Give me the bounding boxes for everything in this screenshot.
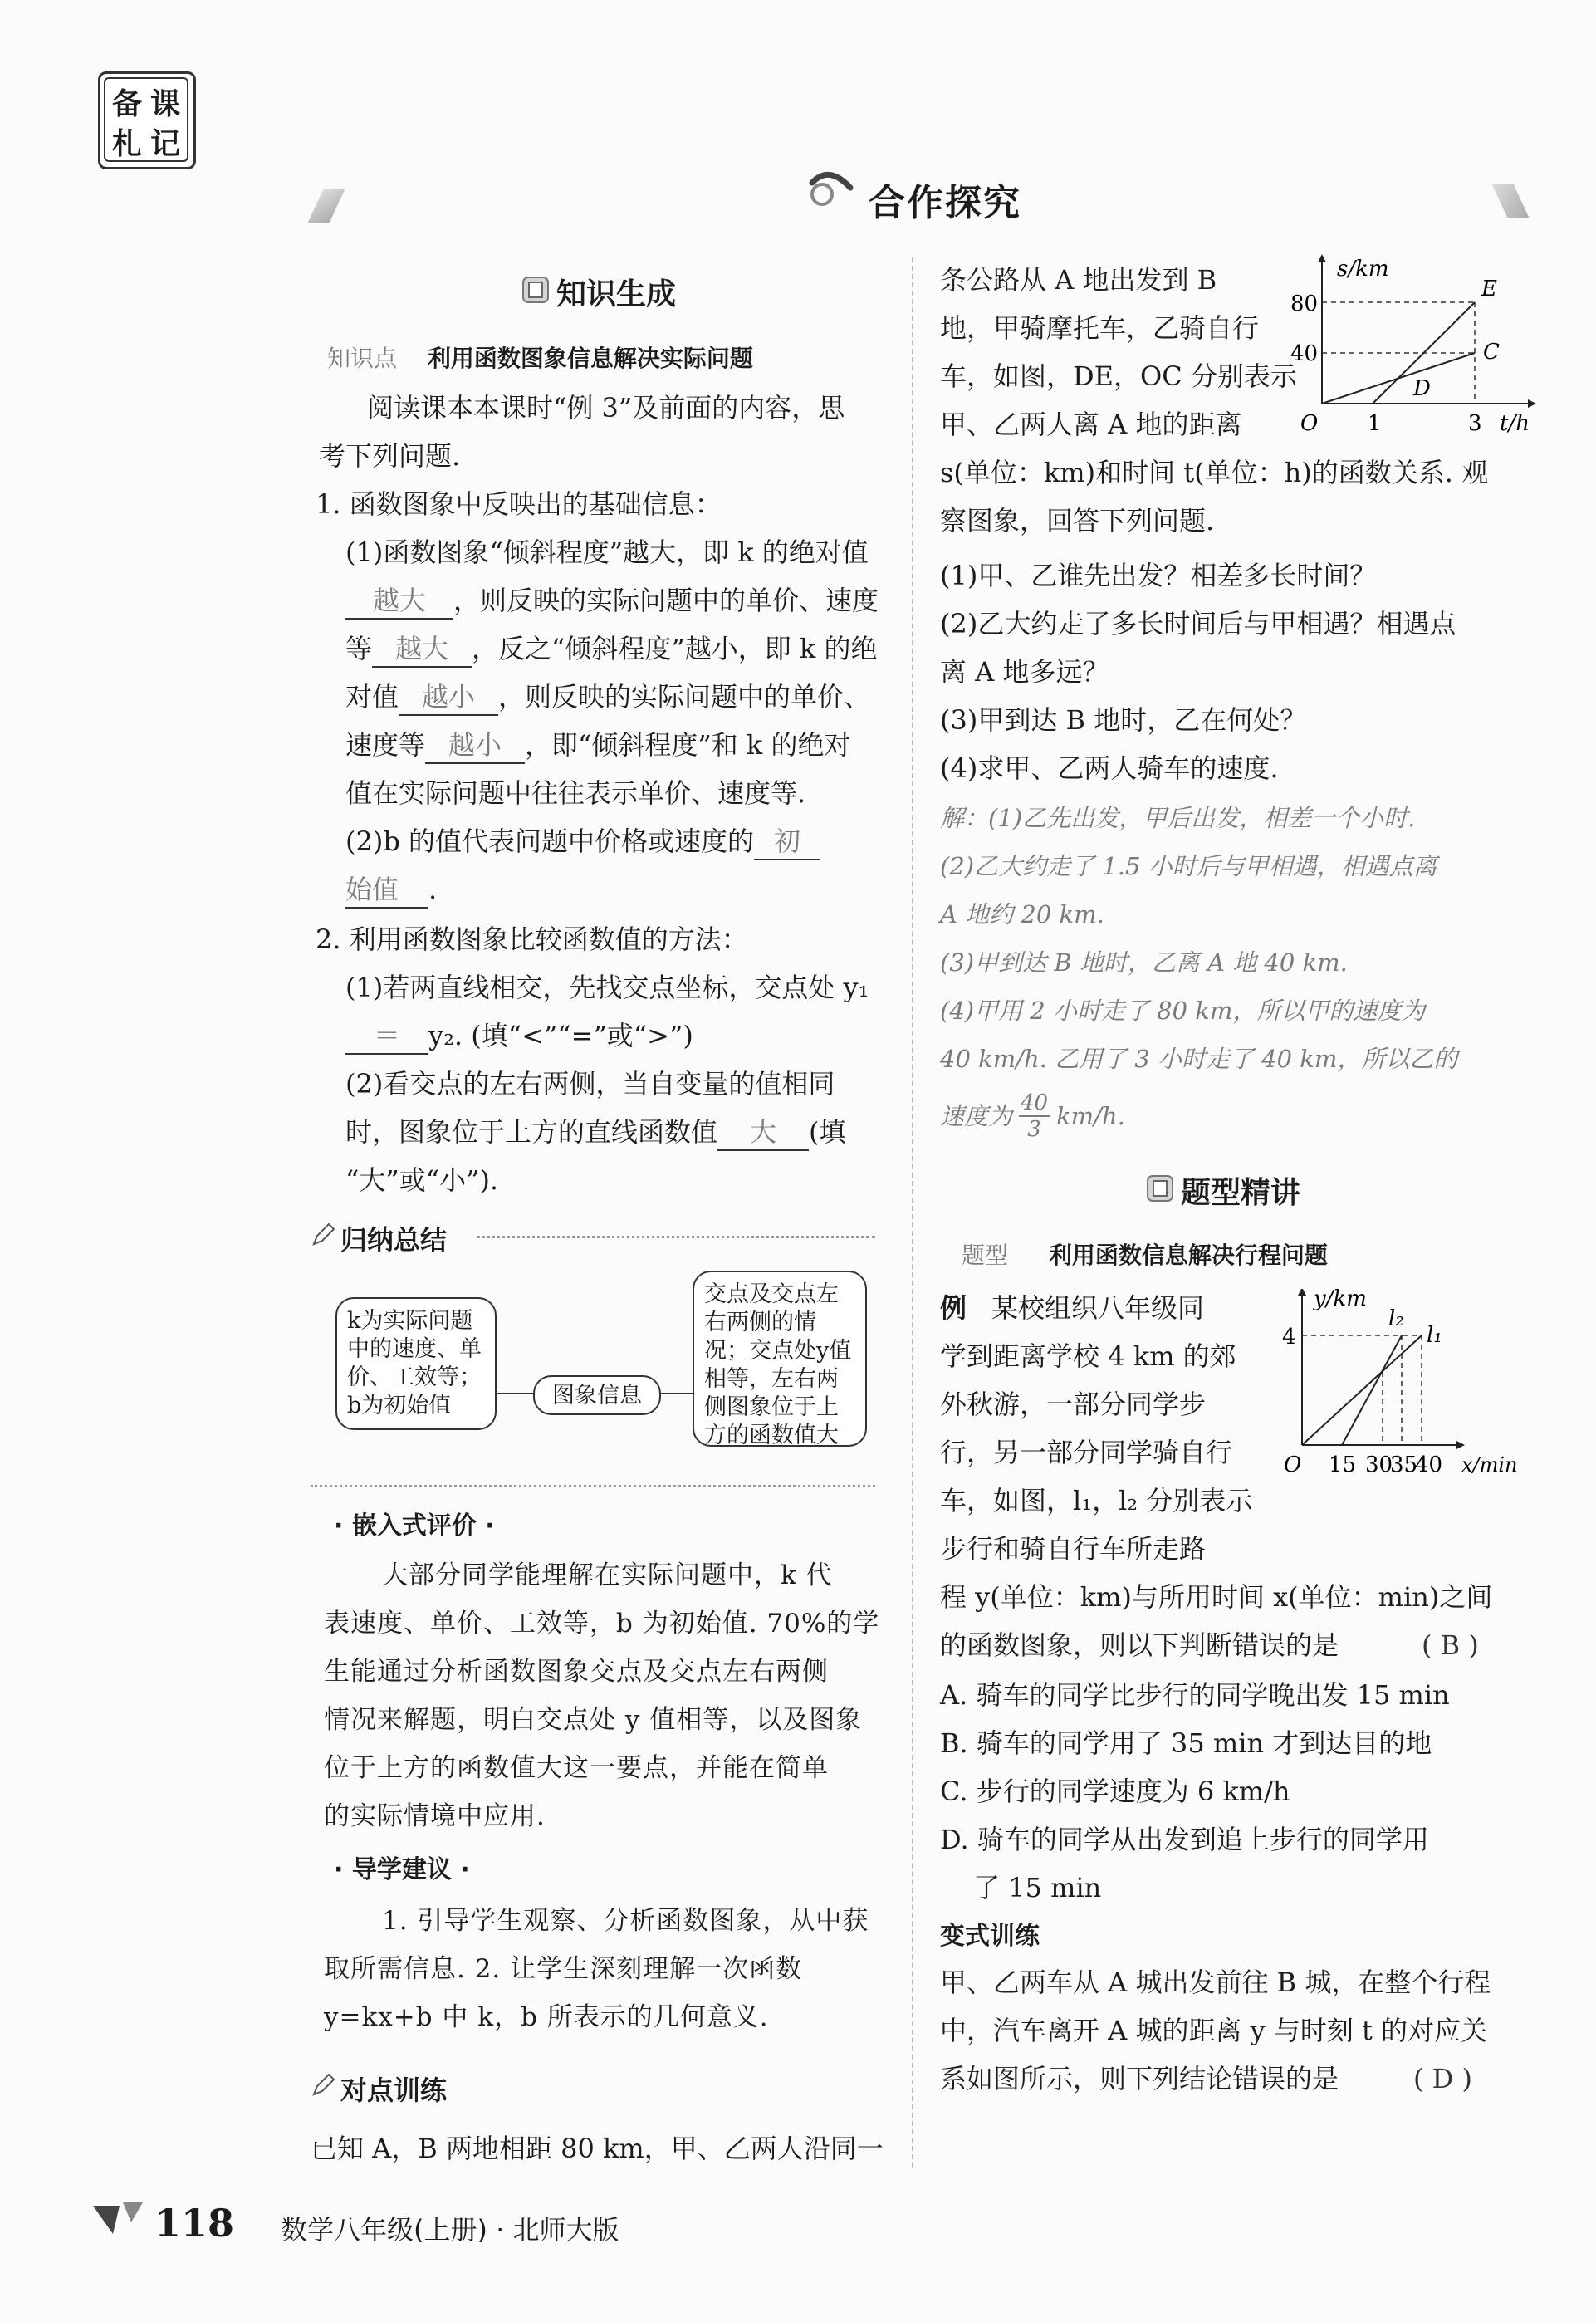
chart-distance-time — [1289, 254, 1538, 445]
text-line: 时，图象位于上方的直线函数值 — [345, 1116, 718, 1148]
text-line: 条公路从 A 地出发到 B — [940, 264, 1217, 296]
eval-line: 表速度、单价、工效等，b 为初始值. 70%的学 — [324, 1609, 880, 1639]
text-line: (2)b 的值代表问题中价格或速度的 — [345, 825, 754, 857]
question-line: (3)甲到达 B 地时，乙在何处？ — [940, 704, 1307, 736]
practice-header — [311, 2070, 892, 2106]
text-line: y₂. (填“<”“=”或“>”) — [428, 1020, 693, 1051]
pencil-icon — [311, 1222, 335, 1247]
chart1-tick-40: 40 — [1290, 341, 1319, 366]
answer-blank: 越大 — [345, 580, 453, 620]
question-2: 2. 利用函数图象比较函数值的方法： — [316, 923, 748, 955]
chart1-xlabel: t/h — [1500, 411, 1530, 436]
eval-line: 大部分同学能理解在实际问题中，k 代 — [382, 1560, 833, 1590]
text-line: 甲、乙两车从 A 城出发前往 B 城，在整个行程 — [940, 1967, 1491, 1998]
example-label: 例 — [940, 1292, 967, 1324]
solution-line: (3)甲到达 B 地时，乙离 A 地 40 km. — [940, 948, 1348, 977]
solution-line: (4)甲用 2 小时走了 80 km，所以甲的速度为 — [940, 997, 1426, 1025]
text-line: 行，另一部分同学骑自行 — [940, 1437, 1233, 1468]
guide-line: y=kx+b 中 k，b 所表示的几何意义. — [324, 2002, 769, 2032]
chart2-tick-30: 30 — [1365, 1452, 1393, 1477]
section-icon — [1146, 1174, 1174, 1203]
text-line: 对值 — [345, 681, 399, 713]
right-column — [940, 249, 1530, 2184]
answer-blank: 初 — [754, 821, 820, 860]
text-line: . — [428, 874, 438, 905]
text-line: 等 — [345, 633, 373, 664]
guide-title: · 导学建议 · — [334, 1855, 470, 1884]
summary-header — [311, 1219, 892, 1256]
intro-line: 考下列问题. — [319, 440, 461, 472]
footer-arrow-icon — [90, 2197, 148, 2239]
text-line: 学到距离学校 4 km 的郊 — [940, 1340, 1236, 1372]
text-line: 系如图所示，则下列结论错误的是 — [940, 2063, 1339, 2094]
eval-line: 位于上方的函数值大这一要点，并能在简单 — [324, 1753, 829, 1783]
chart-walk-bike — [1272, 1289, 1538, 1488]
question-line: (4)求甲、乙两人骑车的速度. — [940, 752, 1279, 784]
eval-line: 的实际情境中应用. — [324, 1801, 546, 1831]
guide-text — [324, 1897, 880, 2041]
left-column — [311, 249, 892, 2184]
chart1-tick-3: 3 — [1468, 411, 1482, 436]
solution-line: (2)乙大约走了 1.5 小时后与甲相遇，相遇点离 — [940, 852, 1437, 880]
answer-blank: ＝ — [345, 1015, 428, 1055]
guide-line: 1. 引导学生观察、分析函数图象，从中获 — [382, 1906, 869, 1936]
answer-blank: 越大 — [372, 628, 472, 668]
chart1-tick-80: 80 — [1290, 291, 1319, 316]
question-line: (2)乙大约走了多长时间后与甲相遇？相遇点 — [940, 608, 1456, 639]
variant-title: 变式训练 — [940, 1922, 1040, 1951]
text-line: (1)函数图象“倾斜程度”越大，即 k 的绝对值 — [345, 536, 869, 568]
eval-title: · 嵌入式评价 · — [334, 1511, 495, 1541]
chart2-tick-40: 40 — [1415, 1452, 1443, 1477]
text-line: “大”或“小”). — [345, 1164, 499, 1196]
text-line: s(单位：km)和时间 t(单位：h)的函数关系. 观 — [940, 457, 1489, 488]
chart2-xlabel: x/min — [1461, 1453, 1518, 1477]
diagram-left-box: k为实际问题中的速度、单价、工效等；b为初始值 — [335, 1297, 497, 1430]
chart1-tick-1: 1 — [1368, 411, 1382, 436]
search-swirl-icon — [804, 166, 854, 216]
solution-line: 40 km/h. 乙用了 3 小时走了 40 km，所以乙的 — [940, 1045, 1458, 1073]
kp-title: 利用函数图象信息解决实际问题 — [427, 345, 753, 372]
diagram-right-box: 交点及交点左右两侧的情况；交点处y值相等，左右两侧图象位于上方的函数值大 — [693, 1271, 867, 1447]
chart1-point-D: D — [1413, 376, 1431, 401]
text-line: (填 — [809, 1116, 846, 1148]
question-line: (1)甲、乙谁先出发？相差多长时间？ — [940, 560, 1377, 591]
type-title: 利用函数信息解决行程问题 — [1048, 1242, 1328, 1269]
fraction-numerator: 40 — [1021, 1090, 1049, 1115]
diagram-center-box: 图象信息 — [533, 1375, 661, 1415]
solution-line: 解：(1)乙先出发，甲后出发，相差一个小时. — [940, 804, 1416, 832]
text-line: 程 y(单位：km)与所用时间 x(单位：min)之间 — [940, 1581, 1493, 1613]
answer-blank: 大 — [717, 1111, 809, 1151]
answer-choice: ( B ) — [1422, 1629, 1479, 1661]
chart2-tick-4: 4 — [1282, 1325, 1296, 1350]
text-line: 察图象，回答下列问题. — [940, 505, 1215, 536]
badge-char: 课 — [150, 87, 181, 121]
practice-title: 对点训练 — [340, 2075, 448, 2106]
text-line: (2)看交点的左右两侧，当自变量的值相同 — [345, 1068, 835, 1100]
intro-line: 阅读课本本课时“例 3”及前面的内容，思 — [367, 392, 845, 424]
answer-blank: 越小 — [425, 724, 525, 764]
question-line: 离 A 地多远？ — [940, 656, 1109, 688]
chart2-tick-35: 35 — [1390, 1452, 1418, 1477]
chart2-origin: O — [1284, 1452, 1302, 1477]
knowledge-icon — [521, 276, 550, 304]
guide-line: 取所需信息. 2. 让学生深刻理解一次函数 — [324, 1954, 803, 1984]
section-title-knowledge: 知识生成 — [556, 277, 677, 311]
text-line: ，反之“倾斜程度”越小，即 k 的绝 — [472, 633, 878, 664]
question-1: 1. 函数图象中反映出的基础信息： — [316, 488, 722, 520]
text-line: 外秋游，一部分同学步 — [940, 1389, 1207, 1420]
text-line: 车，如图，DE，OC 分别表示 — [940, 360, 1297, 392]
practice-text: 已知 A，B 两地相距 80 km，甲、乙两人沿同一 — [311, 2133, 884, 2164]
answer-blank: 越小 — [399, 676, 498, 716]
chart1-origin: O — [1300, 411, 1319, 436]
option-C: C. 步行的同学速度为 6 km/h — [940, 1776, 1290, 1807]
heading-decor-right — [1492, 184, 1530, 218]
text-line: 值在实际问题中往往表示单价、速度等. — [345, 777, 806, 809]
option-D-cont: 了 15 min — [973, 1872, 1102, 1903]
badge-char: 记 — [150, 127, 181, 161]
solution — [940, 794, 1457, 1149]
text-line: 步行和骑自行车所走路 — [940, 1533, 1207, 1565]
options — [940, 1671, 1450, 1912]
book-title: 数学八年级(上册) · 北师大版 — [281, 2214, 619, 2246]
solution-line: km/h. — [1056, 1102, 1125, 1130]
text-line: 速度等 — [345, 729, 426, 761]
text-line: ，即“倾斜程度”和 k 的绝对 — [525, 729, 851, 761]
chart1-point-E: E — [1481, 277, 1497, 301]
text-line: (1)若两直线相交，先找交点坐标，交点处 y₁ — [345, 972, 869, 1003]
text-line: 地，甲骑摩托车，乙骑自行 — [940, 312, 1260, 344]
text-line: ，则反映的实际问题中的单价、速度 — [453, 585, 879, 616]
text-line: ，则反映的实际问题中的单价、 — [498, 681, 871, 713]
option-B: B. 骑车的同学用了 35 min 才到达目的地 — [940, 1727, 1432, 1759]
text-line: 甲、乙两人离 A 地的距离 — [940, 409, 1242, 440]
text-line: 的函数图象，则以下判断错误的是 — [940, 1629, 1339, 1661]
section-title-types: 题型精讲 — [1181, 1176, 1301, 1210]
questions — [940, 551, 1456, 792]
eval-text — [324, 1551, 880, 1840]
chart1-point-C: C — [1483, 340, 1500, 365]
chart2-ylabel: y/km — [1314, 1289, 1367, 1311]
chart2-tick-15: 15 — [1329, 1452, 1357, 1477]
page-title: 合作探究 — [869, 182, 1021, 224]
badge-char: 札 — [112, 127, 143, 161]
option-D: D. 骑车的同学从出发到追上步行的同学用 — [940, 1824, 1429, 1855]
answer-blank: 始值 — [345, 869, 428, 909]
text-line: 某校组织八年级同 — [991, 1292, 1205, 1324]
column-divider — [912, 257, 913, 2168]
page-number: 118 — [154, 2201, 235, 2246]
kp-tag: 知识点 — [327, 345, 398, 372]
answer-choice: ( D ) — [1413, 2063, 1472, 2094]
chart2-line-l1: l₁ — [1427, 1323, 1442, 1348]
text-line: 车，如图，l₁，l₂ 分别表示 — [940, 1485, 1253, 1516]
solution-line: A 地约 20 km. — [940, 900, 1104, 928]
badge-char: 备 — [112, 87, 143, 121]
type-tag: 题型 — [962, 1242, 1009, 1269]
pencil-icon — [311, 2073, 335, 2098]
eval-line: 情况来解题，明白交点处 y 值相等，以及图象 — [324, 1705, 863, 1735]
fraction-denominator: 3 — [1027, 1117, 1041, 1142]
heading-decor-left — [308, 189, 345, 223]
summary-title: 归纳总结 — [340, 1224, 448, 1256]
chart1-ylabel: s/km — [1337, 257, 1389, 282]
option-A: A. 骑车的同学比步行的同学晚出发 15 min — [940, 1679, 1450, 1711]
eval-line: 生能通过分析函数图象交点及交点左右两侧 — [324, 1657, 829, 1687]
solution-line: 速度为 — [940, 1102, 1013, 1130]
text-line: 中，汽车离开 A 城的距离 y 与时刻 t 的对应关 — [940, 2015, 1488, 2046]
corner-badge — [98, 71, 196, 169]
chart2-line-l2: l₂ — [1388, 1306, 1404, 1331]
variant-text — [940, 1958, 1491, 2103]
